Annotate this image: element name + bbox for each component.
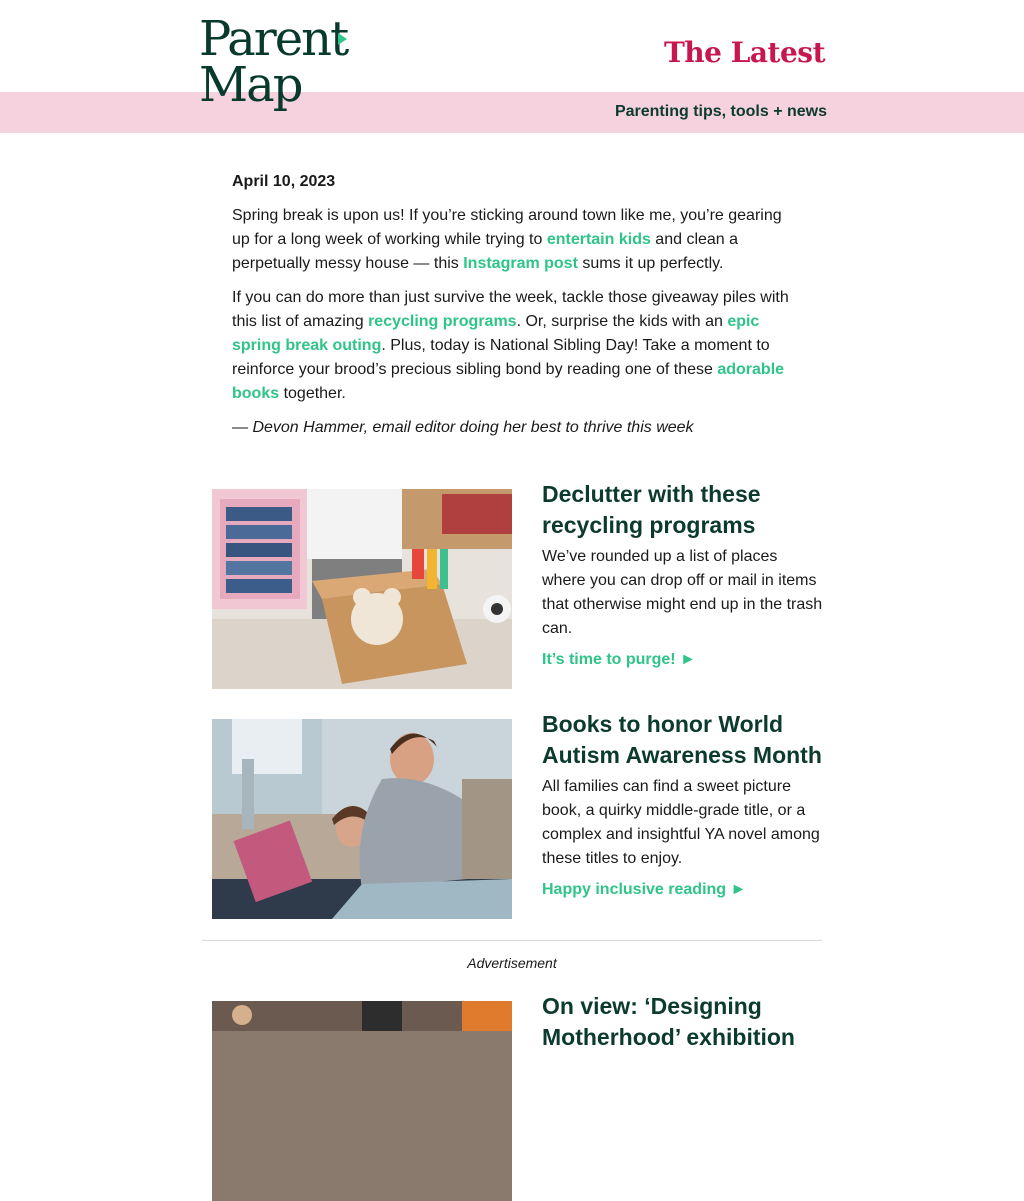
article-text bbox=[542, 479, 824, 669]
article-text bbox=[542, 991, 824, 1057]
intro-text: sums it up perfectly. bbox=[577, 255, 724, 272]
email-header bbox=[0, 0, 1024, 92]
article-title[interactable]: On view: ‘Designing Motherhood’ exhibition bbox=[542, 993, 795, 1050]
parentmap-logo[interactable] bbox=[199, 11, 359, 120]
intro-text: If you can do more than just survive the week, tackle those giveaway piles with this list of amazing bbox=[232, 289, 789, 330]
intro-text: Spring break is upon us! If you’re sticking around town like me, you’re gearing up for a long week of working while trying to bbox=[232, 207, 782, 248]
read-more-link[interactable]: It’s time to purge! ► bbox=[542, 651, 696, 668]
article-image-exhibition[interactable] bbox=[212, 1001, 512, 1201]
intro-text: . Or, surprise the kids with an bbox=[516, 313, 728, 330]
article-description: All families can find a sweet picture book, a quirky middle-grade title, or a complex and insightful YA novel among these titles to enjoy. bbox=[542, 778, 820, 867]
intro-paragraph-2 bbox=[232, 286, 792, 406]
article-text bbox=[542, 709, 824, 899]
recycling-programs-link[interactable]: recycling programs bbox=[368, 313, 517, 330]
read-more-link[interactable]: Happy inclusive reading ► bbox=[542, 881, 747, 898]
play-triangle-icon bbox=[338, 33, 347, 45]
intro-text: . Plus, today is National Sibling Day! Take a moment to reinforce your brood’s precious sibling bond by reading one of these bbox=[232, 337, 770, 378]
adorable-books-link[interactable]: adorable books bbox=[232, 361, 785, 402]
intro-text: and clean a perpetually messy house — this bbox=[232, 231, 739, 272]
article-description: We’ve rounded up a list of places where you can drop off or mail in items that otherwise might end up in the trash can. bbox=[542, 548, 823, 637]
spring-break-outing-link[interactable]: epic spring break outing bbox=[232, 313, 760, 354]
article-image-books[interactable] bbox=[212, 719, 512, 919]
intro-letter bbox=[232, 170, 792, 450]
intro-paragraph-1 bbox=[232, 204, 792, 276]
logo-line-1: Parent bbox=[199, 11, 348, 67]
logo-line-2: Map bbox=[199, 57, 302, 113]
instagram-post-link[interactable]: Instagram post bbox=[463, 255, 578, 272]
article-image-recycling[interactable] bbox=[212, 489, 512, 689]
article-title[interactable]: Declutter with these recycling programs bbox=[542, 481, 761, 538]
advertisement-label: Advertisement bbox=[467, 955, 557, 971]
intro-text: together. bbox=[279, 385, 346, 402]
tagline-band bbox=[0, 92, 1024, 133]
tagline: Parenting tips, tools + news bbox=[614, 103, 827, 120]
article-title[interactable]: Books to honor World Autism Awareness Month bbox=[542, 711, 822, 768]
issue-date: April 10, 2023 bbox=[232, 173, 336, 190]
entertain-kids-link[interactable]: entertain kids bbox=[546, 231, 651, 248]
section-title: The Latest bbox=[663, 36, 825, 69]
section-divider bbox=[202, 940, 822, 941]
editor-signature: — Devon Hammer, email editor doing her best to thrive this week bbox=[232, 419, 694, 436]
